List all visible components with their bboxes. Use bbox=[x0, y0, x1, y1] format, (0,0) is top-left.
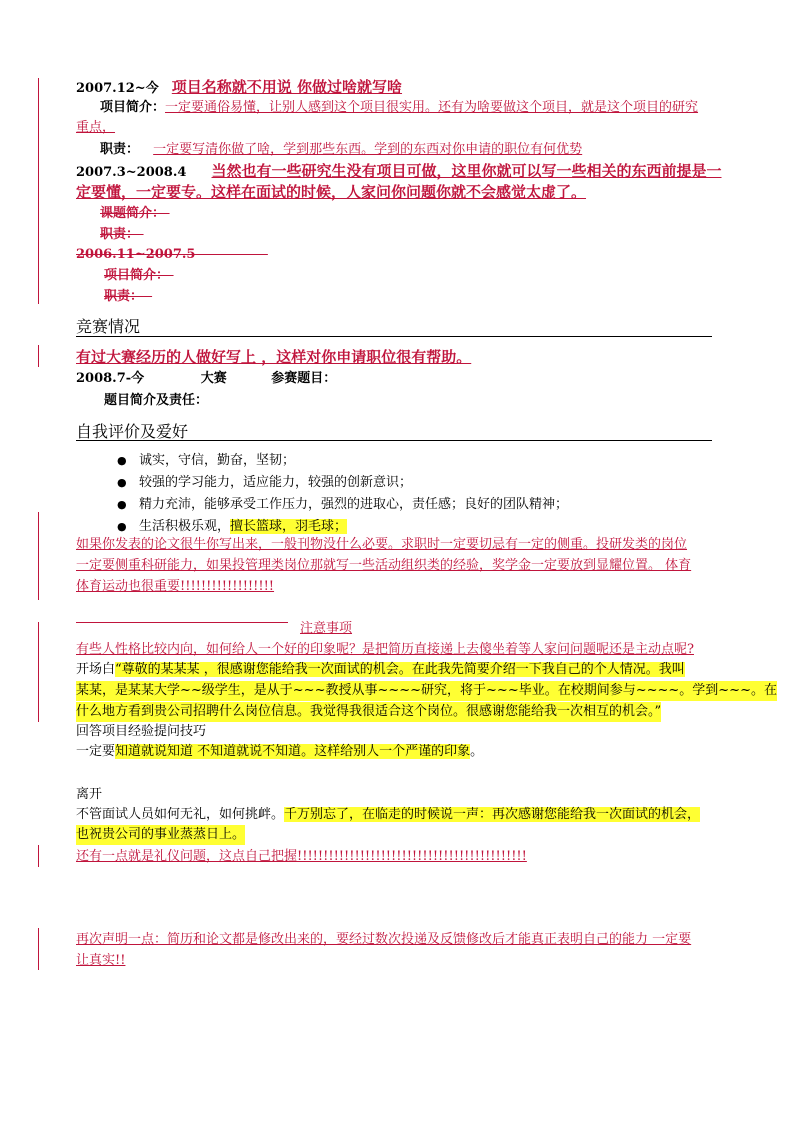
topic-label: 课题简介： bbox=[100, 206, 166, 221]
bullet-icon: ● bbox=[117, 454, 127, 467]
intro-text: 一定要通俗易懂，让别人感到这个项目很实用。还有为啥要做这个项目，就是这个项目的研究 bbox=[165, 100, 699, 115]
bullet-icon: ● bbox=[117, 476, 127, 489]
self-eval-list bbox=[117, 450, 568, 538]
project-3-header bbox=[76, 245, 268, 265]
bullet-icon: ● bbox=[117, 520, 127, 533]
section-rule bbox=[76, 440, 712, 441]
notes-rule bbox=[76, 622, 288, 623]
answer-post: 。 bbox=[470, 744, 484, 759]
project-note: 当然也有一些研究生没有项目可做，这里你就可以写一些相关的东西前提是一 bbox=[211, 162, 722, 180]
leave-line-2: 也祝贵公司的事业蒸蒸日上。 bbox=[76, 825, 245, 845]
opening-line-2: 某某，是某某大学~~级学生，是从于~~~教授从事~~~~研究，将于~~~毕业。在校期间参与~~~~。学到~~~。在 bbox=[76, 681, 777, 701]
list-item bbox=[117, 472, 568, 494]
answer-line bbox=[76, 742, 483, 762]
competition-name: 大赛 bbox=[200, 371, 227, 386]
project-date: 2006.11~2007.5 bbox=[76, 247, 196, 262]
project-2-topic bbox=[100, 204, 170, 224]
self-eval-note-3: 体育运动也很重要!!!!!!!!!!!!!!!!!! bbox=[76, 579, 275, 594]
project-3-intro bbox=[104, 266, 174, 286]
section-heading-competition: 竞赛情况 bbox=[76, 317, 141, 336]
change-bar bbox=[38, 345, 39, 367]
change-bar bbox=[38, 622, 39, 722]
competition-intro-label: 题目简介及责任： bbox=[104, 393, 209, 408]
project-2-duty bbox=[100, 225, 144, 245]
change-bar bbox=[38, 512, 39, 600]
competition-date: 2008.7-今 bbox=[76, 371, 145, 386]
self-eval-note-2: 一定要侧重科研能力，如果投管理类岗位那就写一些活动组织类的经验，奖学金一定要放到显耀位置。 体育 bbox=[76, 558, 692, 573]
leave-line-1 bbox=[76, 805, 700, 825]
final-note-1: 再次声明一点：简历和论文都是修改出来的，要经过数次投递及反馈修改后才能真正表明自己的能力 一定要 bbox=[76, 932, 692, 947]
bullet-icon: ● bbox=[117, 498, 127, 511]
competition-row bbox=[76, 369, 336, 389]
intro-label: 项目简介： bbox=[104, 268, 170, 283]
duty-label: 职责： bbox=[100, 142, 140, 157]
list-item bbox=[117, 494, 568, 516]
self-eval-note-1: 如果你发表的论文很牛你写出来，一般刊物没什么必要。求职时一定要切忌有一定的侧重。投研发类的岗位 bbox=[76, 537, 688, 552]
list-item-text: 较强的学习能力，适应能力，较强的创新意识； bbox=[139, 475, 413, 490]
change-bar bbox=[38, 78, 39, 304]
list-item-text: 生活积极乐观， bbox=[139, 519, 231, 534]
project-2-note-cont: 定要懂，一定要专。这样在面试的时候，人家问你问题你就不会感觉太虚了。 bbox=[76, 183, 587, 201]
highlighted-text: 擅长篮球，羽毛球； bbox=[230, 519, 348, 534]
opening-label: 开场白 bbox=[76, 662, 116, 677]
list-item bbox=[117, 450, 568, 472]
project-date: 2007.3~2008.4 bbox=[76, 165, 187, 180]
project-1-intro-cont: 重点， bbox=[76, 120, 116, 135]
project-1-duty bbox=[100, 140, 582, 160]
list-item-text: 精力充沛，能够承受工作压力，强烈的进取心，责任感；良好的团队精神； bbox=[139, 497, 569, 512]
duty-text: 一定要写清你做了啥，学到那些东西。学到的东西对你申请的职位有何优势 bbox=[153, 142, 583, 157]
answer-pre: 一定要 bbox=[76, 744, 116, 759]
section-heading-self-eval: 自我评价及爱好 bbox=[76, 422, 189, 441]
highlighted-text: 知道就说知道 不知道就说不知道。这样给别人一个严谨的印象 bbox=[115, 744, 471, 759]
competition-topic-label: 参赛题目： bbox=[271, 371, 337, 386]
final-note-2: 让真实!! bbox=[76, 953, 126, 968]
leave-title: 离开 bbox=[76, 787, 103, 802]
duty-label: 职责： bbox=[104, 289, 144, 304]
notes-question: 有些人性格比较内向，如何给人一个好的印象呢？是把简历直接递上去傻坐着等人家问问题呢还是主动点呢? bbox=[76, 642, 694, 657]
project-2-header bbox=[76, 160, 722, 183]
project-1-intro bbox=[100, 98, 698, 118]
change-bar bbox=[38, 845, 39, 867]
change-bar bbox=[38, 928, 39, 970]
duty-label: 职责： bbox=[100, 227, 140, 242]
project-title: 项目名称就不用说 你做过啥就写啥 bbox=[171, 78, 403, 96]
answer-title: 回答项目经验提问技巧 bbox=[76, 724, 207, 739]
competition-note: 有过大赛经历的人做好写上 ，这样对你申请职位很有帮助。 bbox=[76, 348, 472, 366]
opening-line-3: 什么地方看到贵公司招聘什么岗位信息。我觉得我很适合这个岗位。很感谢您能给我一次相互的机会。” bbox=[76, 702, 661, 722]
highlighted-text: “尊敬的某某某 ，很感谢您能给我一次面试的机会。在此我先简要介绍一下我自己的个人情况。我叫 bbox=[115, 662, 685, 677]
etiquette-note: 还有一点就是礼仪问题，这点自己把握!!!!!!!!!!!!!!!!!!!!!!!!!!!!!!!!!!!!!!!!!!!! bbox=[76, 849, 527, 864]
project-1-header bbox=[76, 76, 402, 99]
section-rule bbox=[76, 336, 712, 337]
opening-line-1 bbox=[76, 660, 685, 680]
notes-title: 注意事项 bbox=[300, 621, 353, 636]
project-date: 2007.12~今 bbox=[76, 81, 159, 96]
list-item-text: 诚实，守信，勤奋，坚韧； bbox=[139, 453, 296, 468]
highlighted-text: 千万别忘了，在临走的时候说一声：再次感谢您能给我一次面试的机会， bbox=[284, 807, 701, 822]
intro-label: 项目简介： bbox=[100, 100, 166, 115]
leave-pre: 不管面试人员如何无礼，如何挑衅。 bbox=[76, 807, 285, 822]
project-3-duty bbox=[104, 287, 152, 307]
